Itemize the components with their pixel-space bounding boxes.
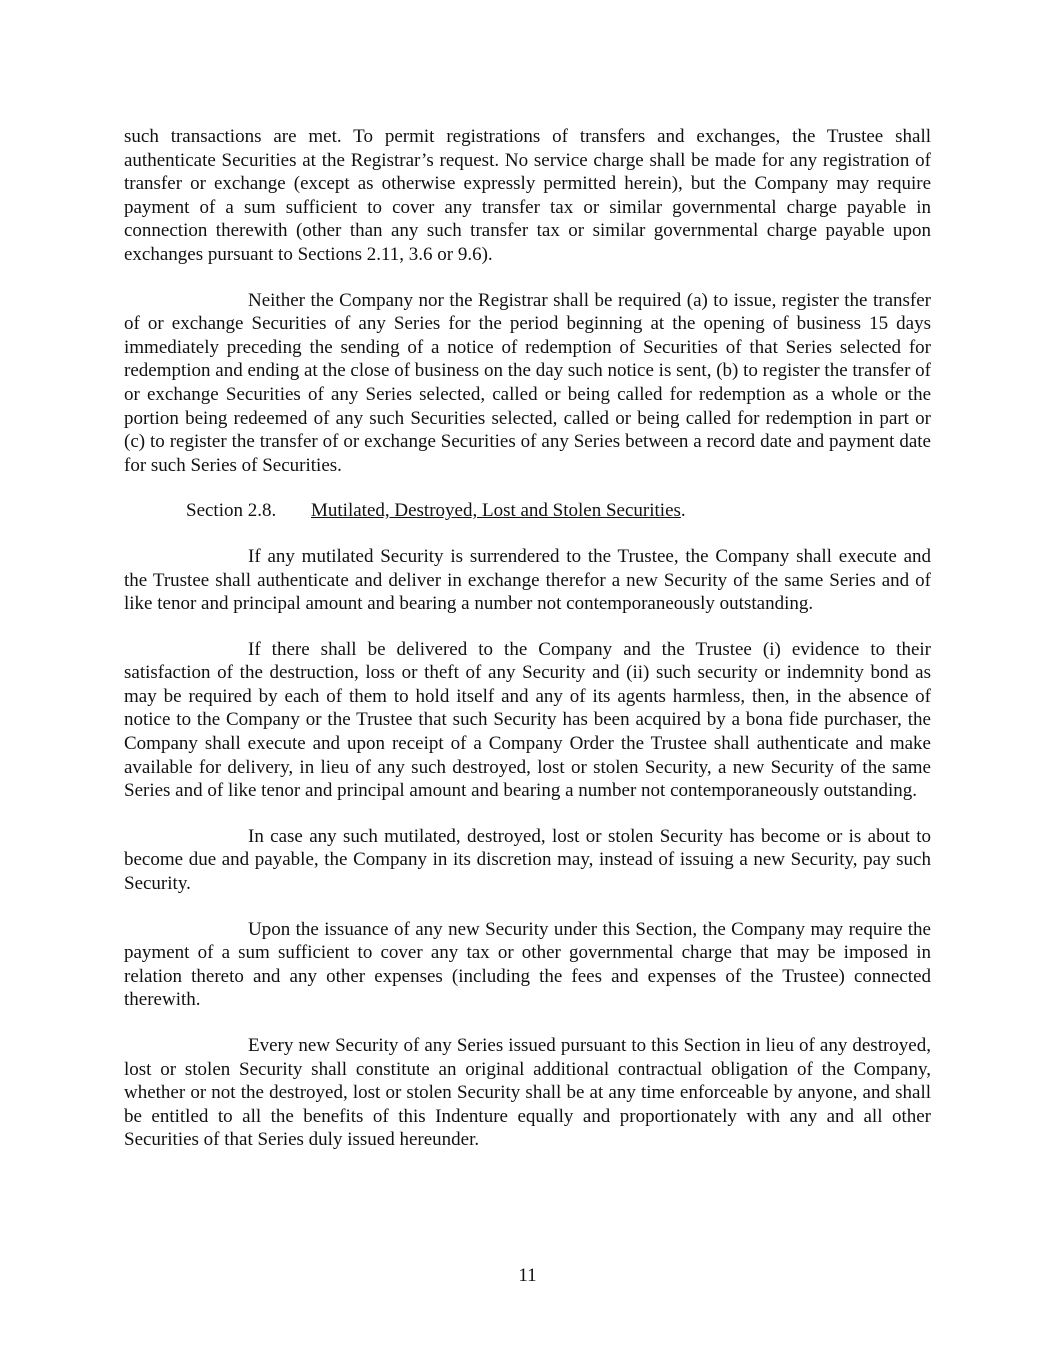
paragraph-due-and-payable: In case any such mutilated, destroyed, lost or stolen Security has become or is about to become due and payable, the Company in its discretion may, instead of issuing a new Security, pay such Security. — [124, 825, 931, 895]
paragraph-destroyed-lost-stolen: If there shall be delivered to the Company and the Trustee (i) evidence to their satisfaction of the destruction, loss or theft of any Security and (ii) such security or indemnity bond as may be required by each of them to hold itself and any of its agents harmless, then, in the absence of notice to the Company or the Trustee that such Security has been acquired by a bona fide purchaser, the Company shall execute and upon receipt of a Company Order the Trustee shall authenticate and make available for delivery, in lieu of any such destroyed, lost or stolen Security, a new Security of the same Series and of like tenor and principal amount and bearing a number not contemporaneously outstanding. — [124, 638, 931, 802]
paragraph-continuation: such transactions are met. To permit registrations of transfers and exchanges, the Trustee shall authenticate Securities at the Registrar’s request. No service charge shall be made for any registration of transfer or exchange (except as otherwise expressly permitted herein), but the Company may require payment of a sum sufficient to cover any transfer tax or similar governmental charge payable in connection therewith (other than any such transfer tax or similar governmental charge payable upon exchanges pursuant to Sections 2.11, 3.6 or 9.6). — [124, 126, 931, 265]
paragraph-issuance-charges: Upon the issuance of any new Security under this Section, the Company may require the payment of a sum sufficient to cover any tax or other governmental charge that may be imposed in relation thereto and any other expenses (including the fees and expenses of the Trustee) connected therewith. — [124, 918, 931, 1011]
document-body — [124, 125, 931, 1152]
paragraph-contractual-obligation: Every new Security of any Series issued pursuant to this Section in lieu of any destroyed, lost or stolen Security shall constitute an original additional contractual obligation of the Company, whether or not the destroyed, lost or stolen Security shall be at any time enforceable by anyone, and shall be entitled to all the benefits of this Indenture equally and proportionately with any and all other Securities of that Series duly issued hereunder. — [124, 1035, 931, 1151]
section-title: Mutilated, Destroyed, Lost and Stolen Securities — [311, 500, 681, 522]
page-number: 11 — [518, 1265, 537, 1286]
paragraph-mutilated-security: If any mutilated Security is surrendered to the Trustee, the Company shall execute and the Trustee shall authenticate and deliver in exchange therefor a new Security of the same Series and of like tenor and principal amount and bearing a number not contemporaneously outstanding. — [124, 545, 931, 615]
paragraph-registrar-restrictions: Neither the Company nor the Registrar shall be required (a) to issue, register the transfer of or exchange Securities of any Series for the period beginning at the opening of business 15 days immediately preceding the sending of a notice of redemption of Securities of that Series selected for redemption and ending at the close of business on the day such notice is sent, (b) to register the transfer of or exchange Securities of any Series selected, called or being called for redemption as a whole or the portion being redeemed of any such Securities selected, called or being called for redemption in part or (c) to register the transfer of or exchange Securities of any Series between a record date and payment date for such Series of Securities. — [124, 289, 931, 476]
section-heading — [124, 499, 931, 523]
section-title-terminator: . — [680, 500, 686, 522]
section-number: Section 2.8. — [186, 500, 277, 522]
